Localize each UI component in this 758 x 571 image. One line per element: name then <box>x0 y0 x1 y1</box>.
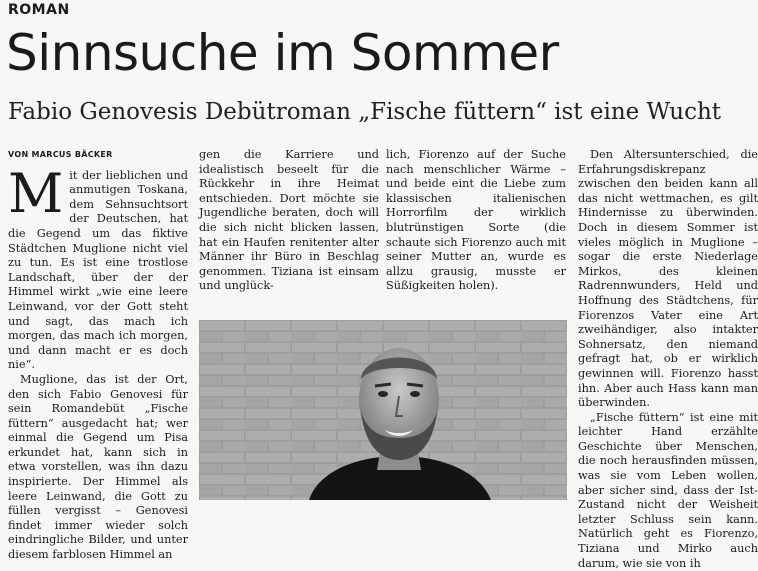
author-portrait-image <box>199 320 567 500</box>
byline: VON MARCUS BÄCKER <box>8 150 113 159</box>
paragraph: Den Altersunterschied, die Erfahrungsdiskrepanz zwischen den beiden kann all das nicht wettmachen, es gilt Hindernisse zu überwinden. Doch in diesem Sommer ist vieles möglich in Muglione – sogar die erste Niederlage Mirkos, des kleinen Radrennwunders, Held und Hoffnung des Städtchens, für Fiorenzos Vater eine Art zweihändiger, also intakter Sohnersatz, den niemand gefragt hat, ob er wirklich gewinnen will. Fiorenzo hasst ihn. Aber auch Hass kann man überwinden. <box>578 148 758 410</box>
text-column-1 <box>8 148 188 562</box>
section-kicker: ROMAN <box>8 2 70 18</box>
drop-cap: M <box>8 161 64 225</box>
text-column-3 <box>386 148 566 293</box>
text-column-2 <box>199 148 379 293</box>
article-headline: Sinnsuche im Sommer <box>6 24 559 82</box>
text-column-4 <box>578 148 758 570</box>
paragraph: „Fische füttern“ ist eine mit leichter Hand erzählte Geschichte über Menschen, die noch herausfinden müssen, was sie vom Leben wollen, aber sicher sind, dass der Ist-Zustand nicht der Weisheit letzter Schluss sein kann. Natürlich geht es Fiorenzo, Tiziana und Mirko auch darum, wie sie von ih <box>578 410 758 570</box>
paragraph: it der lieblichen und anmutigen Toskana, dem Sehnsuchtsort der Deutschen, hat die Gegend um das fiktive Städtchen Muglione nicht viel zu tun. Es ist eine trostlose Landschaft, über der der Himmel wirkt „wie eine leere Leinwand, vor der Gott steht und sagt, das mach ich morgen, das mach ich morgen, und dann macht er es doch nie“. <box>8 168 188 372</box>
author-photo <box>199 320 567 500</box>
paragraph: lich, Fiorenzo auf der Suche nach menschlicher Wärme – und beide eint die Liebe zum klassischen italienischen Horrorfilm der wirklich blutrünstigen Sorte (die schaute sich Fiorenzo auch mit seiner Mutter an, wurde es allzu grausig, musste er Süßigkeiten holen). <box>386 148 566 293</box>
article-subheadline: Fabio Genovesis Debütroman „Fische füttern“ ist eine Wucht <box>8 99 722 125</box>
paragraph: gen die Karriere und idealistisch beseelt für die Rückkehr in ihre Heimat entschieden. Dort möchte sie Jugendliche beraten, doch will die sich nicht blicken lassen, hat ein Haufen renitenter alter Männer ihr Büro in Beschlag genommen. Tiziana ist einsam und unglück- <box>199 148 379 293</box>
paragraph: Muglione, das ist der Ort, den sich Fabio Genovesi für sein Romandebüt „Fische füttern“ ausgedacht hat; wer einmal die Gegend um Pisa erkundet hat, kann sich in etwa vorstellen, was ihn dazu inspirierte. Der Himmel als leere Leinwand, die Gott zu füllen vergisst – Genovesi findet immer wieder solch eindringliche Bilder, und unter diesem farblosen Himmel an <box>8 372 188 562</box>
